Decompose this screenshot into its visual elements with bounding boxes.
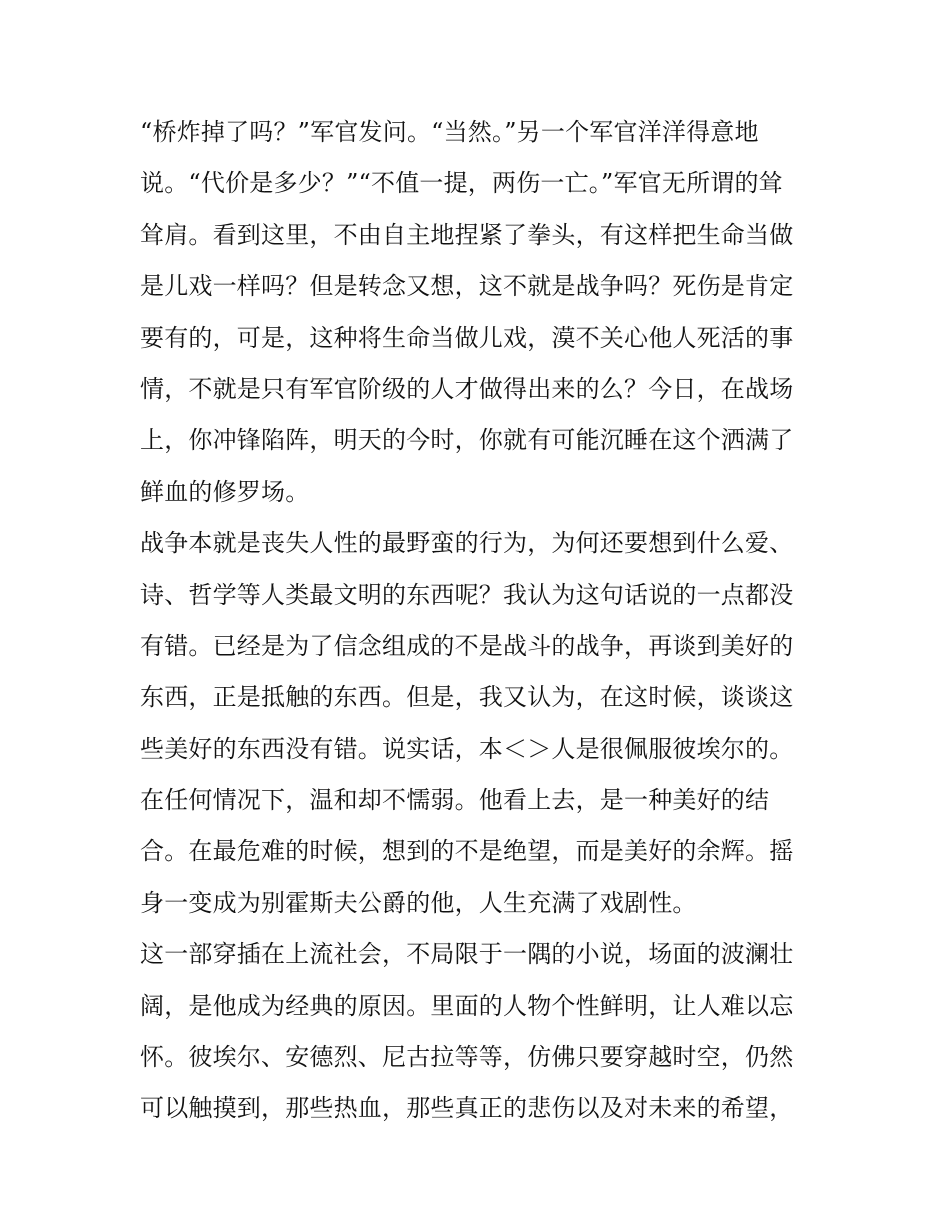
text-line: 东西，正是抵触的东西。但是，我又认为，在这时候，谈谈这 <box>140 683 794 712</box>
text-line: “桥炸掉了吗？”军官发问。“当然。”另一个军官洋洋得意地 <box>140 118 759 146</box>
text-line: 怀。彼埃尔、安德烈、尼古拉等等，仿佛只要穿越时空，仍然 <box>140 1043 794 1072</box>
text-line: 战争本就是丧失人性的最野蛮的行为，为何还要想到什么爱、 <box>140 529 794 558</box>
text-line: 这一部穿插在上流社会，不局限于一隅的小说，场面的波澜壮 <box>140 940 794 969</box>
text-line: 鲜血的修罗场。 <box>140 477 310 506</box>
body-text <box>140 107 812 1135</box>
text-line: 阔，是他成为经典的原因。里面的人物个性鲜明，让人难以忘 <box>140 991 794 1020</box>
text-line: 身一变成为别霍斯夫公爵的他，人生充满了戏剧性。 <box>140 888 697 917</box>
text-line: 耸肩。看到这里，不由自主地捏紧了拳头，有这样把生命当做 <box>140 220 794 249</box>
text-line: 合。在最危难的时候，想到的不是绝望，而是美好的余辉。摇 <box>140 837 794 866</box>
text-line: 有错。已经是为了信念组成的不是战斗的战争，再谈到美好的 <box>140 631 794 660</box>
text-line: 上，你冲锋陷阵，明天的今时，你就有可能沉睡在这个洒满了 <box>140 426 794 455</box>
text-line: 可以触摸到，那些热血，那些真正的悲伤以及对未来的希望， <box>140 1094 794 1123</box>
text-line: 是儿戏一样吗？但是转念又想，这不就是战争吗？死伤是肯定 <box>140 272 794 301</box>
text-line: 在任何情况下，温和却不懦弱。他看上去，是一种美好的结 <box>140 786 770 815</box>
text-line: 情，不就是只有军官阶级的人才做得出来的么？今日，在战场 <box>140 374 794 403</box>
text-line: 要有的，可是，这种将生命当做儿戏，漠不关心他人死活的事 <box>140 323 794 352</box>
text-line: 诗、哲学等人类最文明的东西呢？我认为这句话说的一点都没 <box>140 580 794 609</box>
text-line: 说。“代价是多少？”“不值一提，两伤一亡。”军官无所谓的耸 <box>140 169 783 198</box>
text-line: 些美好的东西没有错。说实话，本＜＞人是很佩服彼埃尔的。 <box>140 734 794 763</box>
